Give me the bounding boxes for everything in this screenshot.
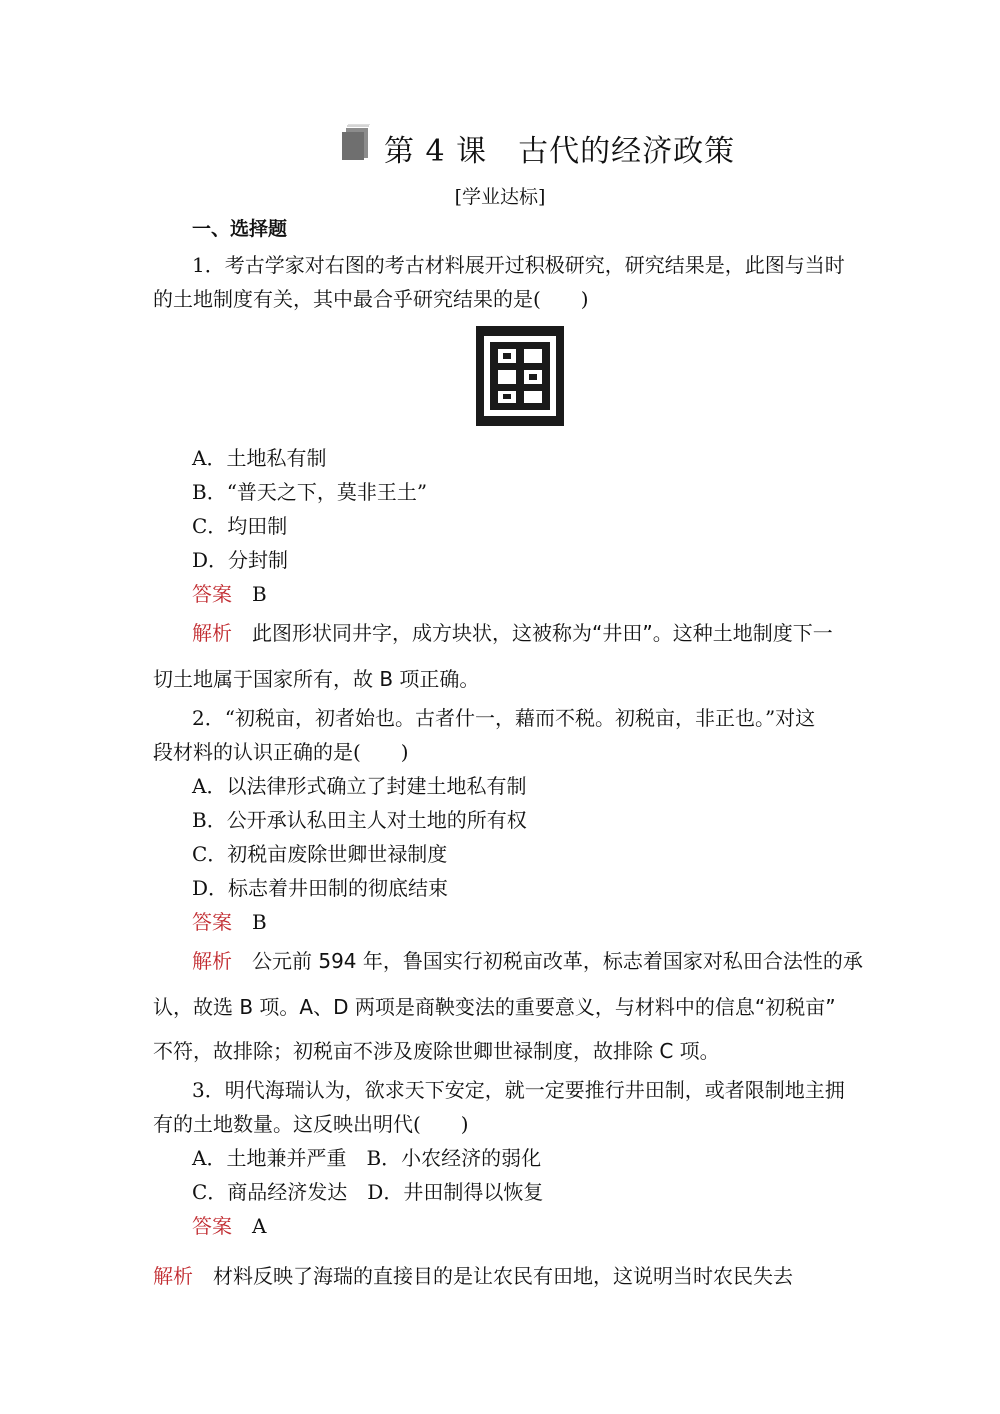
q3-options-row-1: A．土地兼并严重 B．小农经济的弱化	[192, 1146, 542, 1170]
q2-option-b: B．公开承认私田主人对土地的所有权	[192, 808, 527, 832]
analysis-label: 解析	[192, 949, 232, 973]
analysis-text: 公元前 594 年，鲁国实行初税亩改革，标志着国家对私田合法性的承	[252, 949, 863, 973]
book-icon	[338, 124, 374, 160]
analysis-text: 材料反映了海瑞的直接目的是让农民有田地，这说明当时农民失去	[213, 1264, 793, 1288]
q2-option-a: A．以法律形式确立了封建土地私有制	[192, 774, 527, 798]
q3-stem-line-2: 有的土地数量。这反映出明代( )	[153, 1112, 469, 1136]
section-heading: 一、选择题	[192, 218, 288, 240]
q3-analysis-line-1	[153, 1261, 793, 1291]
answer-label: 答案	[192, 582, 232, 606]
title-row	[0, 122, 1000, 172]
analysis-label: 解析	[153, 1264, 193, 1288]
q1-option-c: C．均田制	[192, 514, 288, 538]
q1-option-a: A．土地私有制	[192, 446, 327, 470]
answer-value: B	[252, 582, 267, 606]
q1-analysis-line-2: 切土地属于国家所有，故 B 项正确。	[153, 667, 480, 691]
q2-option-d: D．标志着井田制的彻底结束	[192, 876, 449, 900]
q1-stem-line-1: 1．考古学家对右图的考古材料展开过积极研究，研究结果是，此图与当时	[192, 253, 845, 277]
q1-option-d: D．分封制	[192, 548, 289, 572]
answer-value: B	[252, 910, 267, 934]
q1-answer	[192, 579, 267, 609]
q1-stem-line-2: 的土地制度有关，其中最合乎研究结果的是( )	[153, 287, 589, 311]
q3-stem-line-1: 3．明代海瑞认为，欲求天下安定，就一定要推行井田制，或者限制地主拥	[192, 1078, 845, 1102]
analysis-label: 解析	[192, 621, 232, 645]
q2-analysis-line-1	[192, 946, 863, 976]
analysis-text: 此图形状同井字，成方块状，这被称为“井田”。这种土地制度下一	[252, 621, 833, 645]
answer-label: 答案	[192, 1214, 232, 1238]
q2-stem-line-2: 段材料的认识正确的是( )	[153, 740, 409, 764]
q3-options-row-2: C．商品经济发达 D．井田制得以恢复	[192, 1180, 544, 1204]
q1-analysis-line-1	[192, 618, 833, 648]
q2-answer	[192, 907, 267, 937]
answer-value: A	[252, 1214, 267, 1238]
q2-option-c: C．初税亩废除世卿世禄制度	[192, 842, 448, 866]
q3-answer	[192, 1211, 266, 1241]
q1-option-b: B．“普天之下，莫非王土”	[192, 480, 428, 504]
answer-label: 答案	[192, 910, 232, 934]
q2-analysis-line-2: 认，故选 B 项。A、D 两项是商鞅变法的重要意义，与材料中的信息“初税亩”	[153, 995, 836, 1019]
page-subtitle: [学业达标]	[454, 186, 546, 208]
q2-analysis-line-3: 不符，故排除；初税亩不涉及废除世卿世禄制度，故排除 C 项。	[153, 1039, 720, 1063]
well-field-stamp-image	[470, 322, 570, 430]
page-title: 第 4 课 古代的经济政策	[384, 134, 736, 169]
q2-stem-line-1: 2．“初税亩，初者始也。古者什一，藉而不税。初税亩，非正也。”对这	[192, 706, 816, 730]
